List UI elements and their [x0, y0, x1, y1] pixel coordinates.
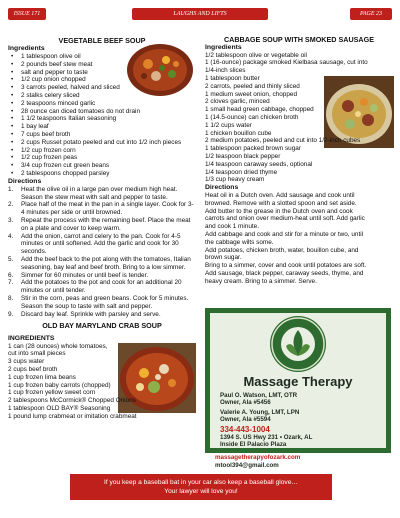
direction-line: Heat oil in a Dutch oven. Add sausage and cook until — [205, 191, 355, 199]
beef-soup-title: VEGETABLE BEEF SOUP — [58, 36, 146, 45]
list-item: cut into small pieces — [8, 350, 66, 358]
section-label: LAUGHS AND LIFTS — [173, 11, 227, 17]
list-item: 5. Add the beef back to the pot along with the tomatoes, Italian seasoning, bay leaf and beef broth. Bring to a low simmer. — [8, 255, 191, 271]
direction-line: Add cabbage and cook and stir for a minute or two, until — [205, 230, 364, 238]
list-item: 3 cups water — [8, 358, 45, 366]
banner-line-1: If you keep a baseball bat in your car also keep a baseball glove… — [104, 479, 298, 486]
ad-location: Inside El Palacio Plaza — [220, 441, 287, 448]
ad-therapist-1: Paul O. Watson, LMT, OTR — [220, 392, 298, 399]
step-text: Simmer for 60 minutes or until beef is tender. — [21, 271, 149, 279]
step-text: Heat the olive oil in a large pan over medium high heat. Season the stew meat with salt and pepper to taste. — [21, 185, 178, 201]
list-item: 1/4-inch slices — [205, 67, 246, 75]
list-item: • 2 tablespoons chopped parsley — [8, 170, 196, 178]
page-number: PAGE 23 — [359, 11, 383, 17]
list-item: • 1 1/2 teaspoons Italian seasoning — [8, 115, 196, 123]
list-item: • 2 teaspoons minced garlic — [8, 100, 196, 108]
list-item: 7. Add the potatoes to the pot and cook for an additional 20 minutes or until tender. — [8, 279, 182, 295]
direction-line: the cabbage wilts some. — [205, 238, 274, 246]
list-item: • 7 cups beef broth — [8, 131, 196, 139]
list-item: • 2 stalks celery sliced — [8, 92, 196, 100]
direction-line: Add butter to the grease in the Dutch oven and cook — [205, 207, 353, 215]
list-item: 1/4 teaspoon caraway seeds, optional — [205, 160, 313, 168]
cabbage-soup-title: CABBAGE SOUP WITH SMOKED SAUSAGE — [223, 35, 375, 44]
list-item: • 2 cups Russet potato peeled and cut into 1/2 inch pieces — [8, 139, 196, 147]
list-item: 2 tablespoons McCormick® Chopped Onions — [8, 397, 136, 405]
list-item: 1 tablespoon OLD BAY® Seasoning — [8, 404, 111, 412]
list-item: • 3 carrots peeled, halved and sliced — [8, 84, 196, 92]
ad-website-link[interactable]: massagetherapyofozark.com — [215, 454, 301, 461]
list-item: 2 medium potatoes, peeled and cut into 1/2-inch cubes — [205, 137, 361, 145]
list-item: 1 cup frozen lima beans — [8, 373, 76, 381]
list-item: 2 cloves garlic, minced — [205, 98, 270, 106]
step-text: Repeat the process with the remaining beef. Place the meat on a plate and cover to keep warm. — [21, 216, 191, 232]
list-item: 9. Discard bay leaf. Sprinkle with parsley and serve. — [8, 310, 161, 318]
list-item: • 1/2 cup onion chopped — [8, 76, 196, 84]
ad-therapist-2: Valerie A. Young, LMT, LPN — [220, 409, 300, 416]
list-item: • 1 tablespoon olive oil — [8, 53, 196, 61]
list-item: • 2 pounds beef stew meat — [8, 61, 196, 69]
massage-logo-icon — [270, 316, 326, 372]
list-item: 1 tablespoon packed brown sugar — [205, 145, 301, 153]
crab-ingredients-heading: INGREDIENTS — [8, 334, 55, 342]
list-item: 1 pound lump crabmeat or imitation crabmeat — [8, 412, 137, 420]
list-item: 1 can (28 ounces) whole tomatoes, — [8, 342, 108, 350]
beef-directions-heading: Directions — [8, 177, 42, 185]
step-text: Add the beef back to the pot along with the tomatoes, Italian seasoning, bay leaf and beef broth. Bring to a low simmer. — [21, 255, 191, 271]
direction-line: brown sugar. — [205, 254, 242, 262]
cabbage-ingredients-heading: Ingredients — [205, 43, 242, 51]
direction-line: Add potatoes, chicken broth, water, bouillon cube, and — [205, 246, 359, 254]
ad-license-2: Owner, Ala #5594 — [220, 416, 271, 423]
list-item: 2 cups beef broth — [8, 365, 58, 373]
list-item: 3. Repeat the process with the remaining beef. Place the meat on a plate and cover to keep warm. — [8, 216, 191, 232]
direction-line: carrots and onion over medium-heat until soft. Add garlic — [205, 215, 365, 223]
step-text: Add the potatoes to the pot and cook for an additional 20 minutes or until tender. — [21, 279, 182, 295]
list-item: • 3/4 cup frozen cut green beans — [8, 162, 196, 170]
cabbage-soup-recipe — [205, 36, 393, 286]
step-text: Discard bay leaf. Sprinkle with parsley and serve. — [21, 310, 161, 318]
list-item: • 1/2 cup frozen corn — [8, 147, 196, 155]
crab-soup-recipe — [8, 322, 196, 421]
list-item: 1 (16-ounce) package smoked Kielbasa sausage, cut into — [205, 59, 368, 67]
list-item: 1 small head green cabbage, chopped — [205, 106, 314, 114]
step-text: Stir in the corn, peas and green beans. Cook for 5 minutes. Season the soup to taste with salt and pepper. — [21, 294, 189, 310]
beef-ingredients-heading: Ingredients — [8, 45, 45, 52]
ad-title: Massage Therapy — [243, 374, 353, 389]
ad-license-1: Owner, Ala #5456 — [220, 399, 271, 406]
list-item: 1 (14.5-ounce) can chicken broth — [205, 113, 299, 121]
list-item: 1 1/2 cups water — [205, 121, 252, 129]
list-item: 2. Place half of the meat in the pan in a single layer. Cook for 3-4 minutes per side or until browned. — [8, 201, 194, 217]
step-text: Place half of the meat in the pan in a single layer. Cook for 3-4 minutes per side or until browned. — [21, 201, 194, 217]
list-item: 1/2 teaspoon black pepper — [205, 152, 281, 160]
banner-line-2: Your lawyer will love you! — [164, 488, 238, 495]
crab-soup-title: OLD BAY MARYLAND CRAB SOUP — [42, 321, 162, 330]
list-item: 1 cup frozen yellow sweet corn — [8, 389, 96, 397]
direction-line: Add sausage, black pepper, caraway seeds, thyme, and — [205, 269, 364, 277]
list-item: 1/2 tablespoon olive or vegetable oil — [205, 51, 307, 59]
list-item: 6. Simmer for 60 minutes or until beef is tender. — [8, 271, 149, 279]
ad-panel — [210, 313, 386, 448]
list-item: 1 medium sweet onion, chopped — [205, 90, 298, 98]
ad-phone[interactable]: 334-443-1004 — [220, 425, 270, 434]
list-item: 1. Heat the olive oil in a large pan over medium high heat. Season the stew meat with salt and pepper to taste. — [8, 185, 178, 201]
direction-line: Bring to a simmer, cover and cook until potatoes are soft. — [205, 262, 367, 270]
list-item: 1 tablespoon butter — [205, 74, 260, 82]
ad-address: 1394 S. US Hwy 231 • Ozark, AL — [220, 434, 313, 441]
list-item: 2 carrots, peeled and thinly sliced — [205, 82, 300, 90]
list-item: • salt and pepper to taste — [8, 69, 196, 77]
list-item: 8. Stir in the corn, peas and green beans. Cook for 5 minutes. Season the soup to taste with salt and pepper. — [8, 294, 189, 310]
list-item: 1 cup frozen baby carrots (chopped) — [8, 381, 111, 389]
direction-line: heavy cream. Bring to a simmer. Serve. — [205, 277, 317, 285]
beef-directions-list — [8, 186, 196, 319]
direction-line: and cook 1 minute. — [205, 223, 259, 231]
beef-ingredients-list — [8, 53, 196, 178]
step-text: Add the onion, carrot and celery to the pan. Cook for 4-5 minutes or until softened. Add the garlic and cook for 30 seconds. — [21, 232, 181, 256]
joke-banner — [70, 474, 332, 500]
list-item: 4. Add the onion, carrot and celery to the pan. Cook for 4-5 minutes or until softened. Add the garlic and cook for 30 seconds. — [8, 232, 181, 256]
direction-line: browned. Remove with a slotted spoon and set aside. — [205, 199, 357, 207]
cabbage-directions-heading: Directions — [205, 184, 239, 192]
list-item: 1/4 teaspoon dried thyme — [205, 168, 278, 176]
ad-email-link[interactable]: mtool394@gmail.com — [215, 462, 279, 469]
list-item: 1 chicken bouillon cube — [205, 129, 272, 137]
massage-therapy-ad[interactable] — [205, 308, 391, 453]
issue-label: ISSUE 171 — [13, 11, 41, 17]
list-item: • 1/2 cup frozen peas — [8, 154, 196, 162]
list-item: • 1 bay leaf — [8, 123, 196, 131]
list-item: • 28 ounce can diced tomatoes do not drain — [8, 108, 196, 116]
page-header — [0, 0, 400, 22]
list-item: 1/3 cup heavy cream — [205, 176, 265, 184]
beef-soup-recipe — [8, 36, 196, 318]
